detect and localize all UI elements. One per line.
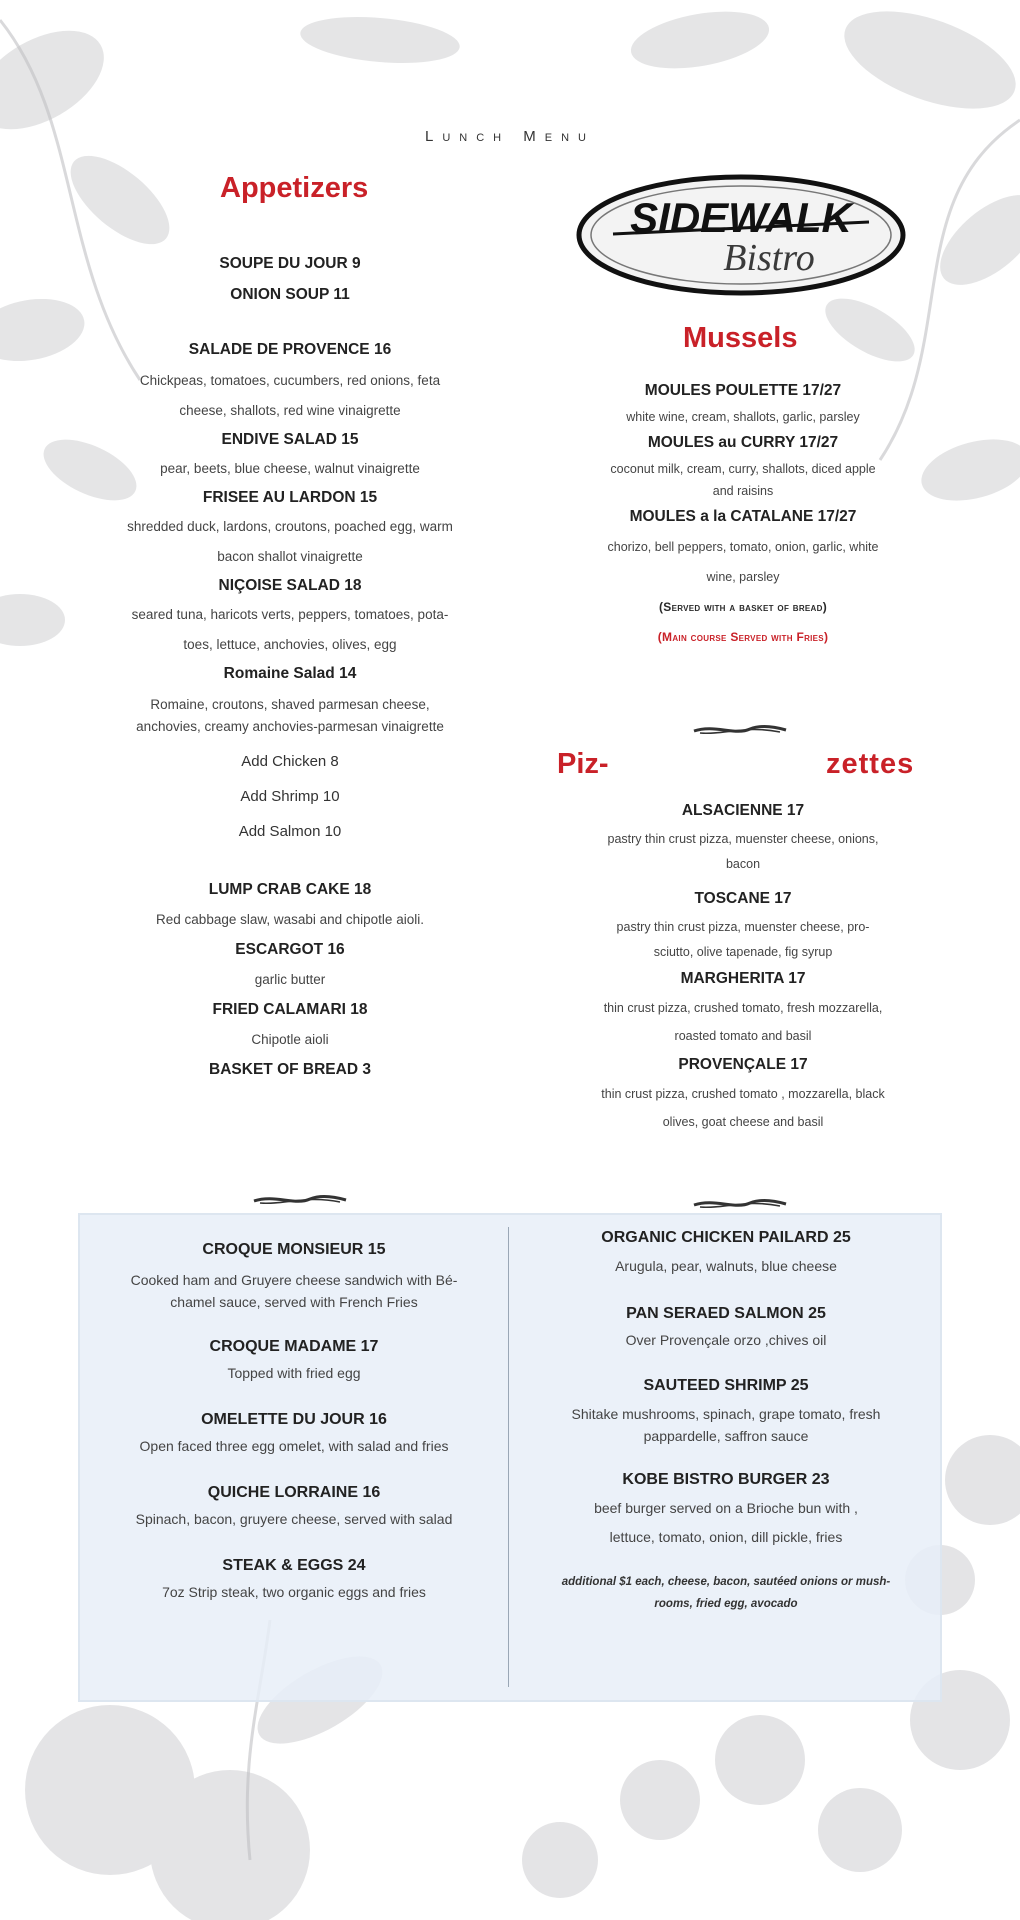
burger-footnote: rooms, fried egg, avocado xyxy=(654,1598,798,1610)
item-title: Romaine Salad 14 xyxy=(223,665,357,682)
item-desc: lettuce, tomato, onion, dill pickle, fries xyxy=(609,1529,843,1545)
item-title: MOULES POULETTE 17/27 xyxy=(644,382,842,399)
item-title: NIÇOISE SALAD 18 xyxy=(218,577,362,594)
menu-item xyxy=(548,964,938,1050)
item-desc: thin crust pizza, crushed tomato , mozzarella, black xyxy=(601,1087,885,1101)
item-title: PROVENÇALE 17 xyxy=(678,1056,808,1073)
item-desc: bacon shallot vinaigrette xyxy=(217,549,363,564)
menu-item xyxy=(70,484,510,572)
item-desc: Over Provençale orzo ,chives oil xyxy=(625,1332,827,1348)
menu-item xyxy=(70,935,510,995)
item-title: ESCARGOT 16 xyxy=(235,941,345,958)
menu-item xyxy=(70,426,510,484)
mussels-bread-note: (Served with a basket of bread) xyxy=(658,600,828,614)
item-title: MOULES a la CATALANE 17/27 xyxy=(629,508,857,525)
item-desc: sciutto, olive tapenade, fig syrup xyxy=(653,945,833,959)
item-title: TOSCANE 17 xyxy=(694,890,792,907)
menu-item xyxy=(548,428,938,502)
item-title: MOULES au CURRY 17/27 xyxy=(647,434,839,451)
menu-item xyxy=(548,1050,938,1136)
pizzettes-heading-right: zettes xyxy=(826,748,915,780)
item-title: OMELETTE DU JOUR 16 xyxy=(201,1411,387,1428)
item-title: FRIED CALAMARI 18 xyxy=(212,1001,368,1018)
item-desc: seared tuna, haricots verts, peppers, tomatoes, pota- xyxy=(131,607,449,622)
item-desc: Red cabbage slaw, wasabi and chipotle aioli. xyxy=(156,912,424,927)
swirl-divider-icon xyxy=(250,1192,350,1208)
appetizers-heading: Appetizers xyxy=(220,172,369,204)
pizzettes-heading-left: Piz- xyxy=(557,748,609,780)
item-desc: cheese, shallots, red wine vinaigrette xyxy=(179,403,401,418)
menu-item xyxy=(70,334,510,426)
item-desc: Open faced three egg omelet, with salad and fries xyxy=(139,1438,449,1454)
logo-oval-icon xyxy=(573,172,909,298)
item-desc: white wine, cream, shallots, garlic, parsley xyxy=(626,410,860,424)
column-divider xyxy=(508,1227,509,1687)
menu-item xyxy=(548,796,938,876)
item-title: CROQUE MADAME 17 xyxy=(209,1338,379,1355)
item-desc: roasted tomato and basil xyxy=(674,1029,812,1043)
menu-item xyxy=(512,1467,940,1551)
menu-item xyxy=(80,1334,508,1386)
addon-salmon: Add Salmon 10 xyxy=(238,823,342,840)
addon-shrimp: Add Shrimp 10 xyxy=(240,788,340,805)
menu-item xyxy=(548,502,938,592)
item-title: QUICHE LORRAINE 16 xyxy=(207,1484,381,1501)
menu-item xyxy=(70,572,510,660)
item-desc: pastry thin crust pizza, muenster cheese, pro- xyxy=(616,920,870,934)
item-title: BASKET OF BREAD 3 xyxy=(209,1061,371,1078)
item-desc: beef burger served on a Brioche bun with , xyxy=(594,1500,858,1516)
item-desc: garlic butter xyxy=(254,972,326,987)
item-desc: coconut milk, cream, curry, shallots, diced apple xyxy=(610,462,876,476)
menu-item-romaine xyxy=(70,660,510,849)
item-desc: toes, lettuce, anchovies, olives, egg xyxy=(183,637,397,652)
item-title: MARGHERITA 17 xyxy=(680,970,806,987)
main-courses-right xyxy=(512,1205,940,1615)
logo-line2: Bistro xyxy=(723,237,815,279)
mussels-fries-note: (Main course Served with Fries) xyxy=(657,630,829,644)
item-title: SAUTEED SHRIMP 25 xyxy=(643,1377,809,1394)
mussels-column xyxy=(548,376,938,652)
item-title: PAN SERAED SALMON 25 xyxy=(626,1305,826,1322)
item-title: FRISEE AU LARDON 15 xyxy=(202,489,378,506)
menu-item xyxy=(80,1407,508,1459)
main-courses-left xyxy=(80,1237,508,1626)
item-desc: and raisins xyxy=(712,484,774,498)
item-title: ALSACIENNE 17 xyxy=(681,802,805,819)
swirl-divider-icon xyxy=(690,722,790,738)
item-desc: Romaine, croutons, shaved parmesan cheese, xyxy=(150,697,430,712)
menu-item xyxy=(548,884,938,964)
item-desc: chorizo, bell peppers, tomato, onion, garlic, white xyxy=(607,540,879,554)
menu-item xyxy=(548,376,938,428)
item-desc: 7oz Strip steak, two organic eggs and fries xyxy=(162,1584,426,1600)
item-desc: Chickpeas, tomatoes, cucumbers, red onions, feta xyxy=(139,373,441,388)
mussels-heading: Mussels xyxy=(683,322,798,354)
item-desc: thin crust pizza, crushed tomato, fresh mozzarella, xyxy=(603,1001,883,1015)
menu-item xyxy=(70,1055,510,1085)
item-desc: Spinach, bacon, gruyere cheese, served with salad xyxy=(135,1511,453,1527)
sidewalk-bistro-logo xyxy=(573,172,909,298)
menu-title: Lunch Menu xyxy=(424,128,595,145)
menu-item xyxy=(70,875,510,935)
menu-item xyxy=(80,1237,508,1313)
item-desc: Shitake mushrooms, spinach, grape tomato, fresh xyxy=(571,1406,881,1422)
onion-soup: ONION SOUP 11 xyxy=(230,286,350,303)
item-desc: Topped with fried egg xyxy=(227,1365,361,1381)
item-desc: pear, beets, blue cheese, walnut vinaigrette xyxy=(160,461,420,476)
menu-item xyxy=(512,1225,940,1281)
item-title: SALADE DE PROVENCE 16 xyxy=(188,341,392,358)
item-title: CROQUE MONSIEUR 15 xyxy=(202,1241,386,1258)
menu-item xyxy=(80,1480,508,1532)
logo-line1: SIDEWALK xyxy=(630,194,852,241)
item-title: KOBE BISTRO BURGER 23 xyxy=(622,1471,830,1488)
item-title: STEAK & EGGS 24 xyxy=(222,1557,366,1574)
item-desc: olives, goat cheese and basil xyxy=(662,1115,824,1129)
item-desc: Chipotle aioli xyxy=(251,1032,329,1047)
item-title: ORGANIC CHICKEN PAILARD 25 xyxy=(601,1229,851,1246)
item-desc: Cooked ham and Gruyere cheese sandwich with Bé- xyxy=(130,1272,458,1288)
item-desc: shredded duck, lardons, croutons, poached egg, warm xyxy=(127,519,453,534)
item-desc: anchovies, creamy anchovies-parmesan vinaigrette xyxy=(136,719,444,734)
item-desc: bacon xyxy=(725,857,761,871)
item-desc: pastry thin crust pizza, muenster cheese, onions, xyxy=(607,832,879,846)
item-desc: wine, parsley xyxy=(706,570,780,584)
menu-item xyxy=(80,1553,508,1605)
soup-du-jour: SOUPE DU JOUR 9 xyxy=(219,255,361,272)
appetizers-column xyxy=(70,248,510,1085)
item-desc: Arugula, pear, walnuts, blue cheese xyxy=(615,1258,837,1274)
item-desc: pappardelle, saffron sauce xyxy=(643,1428,809,1444)
burger-footnote: additional $1 each, cheese, bacon, sautéed onions or mush- xyxy=(561,1576,891,1588)
pizzettes-column xyxy=(548,796,938,1136)
menu-item xyxy=(70,995,510,1055)
menu-item xyxy=(512,1301,940,1353)
item-title: LUMP CRAB CAKE 18 xyxy=(208,881,372,898)
main-courses-panel xyxy=(78,1213,942,1702)
addon-chicken: Add Chicken 8 xyxy=(241,753,339,770)
menu-item xyxy=(512,1373,940,1447)
item-title: ENDIVE SALAD 15 xyxy=(221,431,359,448)
item-desc: chamel sauce, served with French Fries xyxy=(170,1294,418,1310)
